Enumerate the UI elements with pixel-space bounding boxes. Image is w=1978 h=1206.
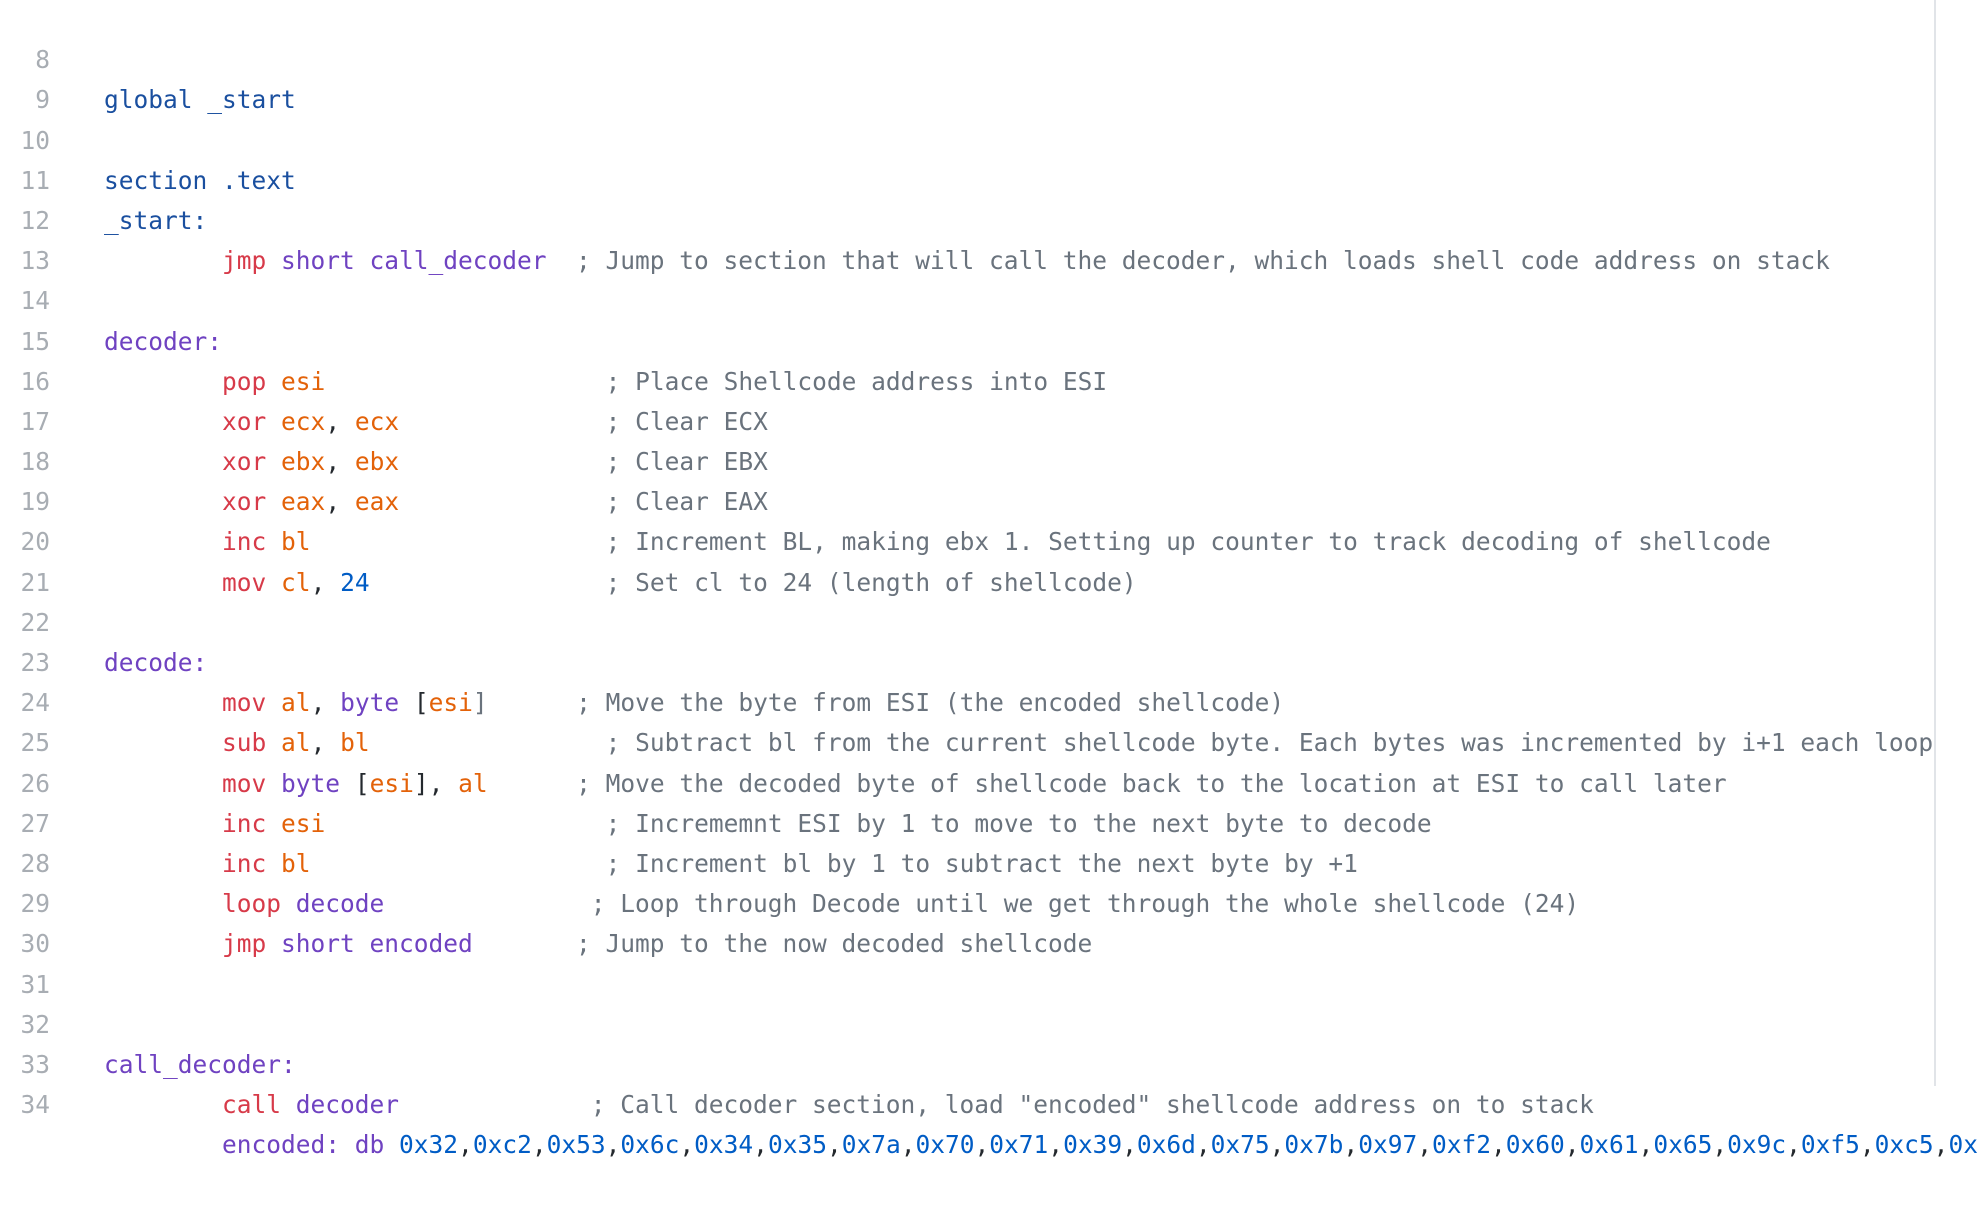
comment-token: ; Increment BL, making ebx 1. Setting up counter to track decoding of shellcode bbox=[310, 527, 1771, 557]
byte-token: 0xc5 bbox=[1874, 1130, 1934, 1160]
comma: , bbox=[1343, 1130, 1359, 1160]
label-token: _start: bbox=[104, 205, 208, 235]
operand-token: short call_decoder bbox=[266, 246, 547, 276]
instruction-token: pop bbox=[222, 366, 267, 396]
indent bbox=[104, 1130, 222, 1159]
comma: , bbox=[826, 1130, 842, 1160]
comment-token: ; Loop through Decode until we get through the whole shellcode (24) bbox=[384, 889, 1580, 919]
label-token: decode: bbox=[104, 648, 208, 678]
separator: , bbox=[310, 688, 341, 718]
line-number[interactable]: 11 bbox=[20, 165, 50, 195]
separator: ], bbox=[413, 768, 459, 798]
register-token: ecx bbox=[354, 406, 400, 436]
comma: , bbox=[1269, 1130, 1285, 1160]
comment-token: ] ; Move the byte from ESI (the encoded shellcode) bbox=[472, 688, 1285, 718]
register-token: al bbox=[281, 688, 311, 718]
register-token: al bbox=[281, 728, 311, 758]
size-token: byte bbox=[281, 768, 341, 798]
comma: , bbox=[679, 1130, 695, 1160]
byte-token: 0x6c bbox=[620, 1130, 680, 1160]
comma: , bbox=[1122, 1130, 1137, 1160]
register-token: eax bbox=[281, 487, 326, 517]
code-line bbox=[0, 924, 1934, 999]
byte-token: 0x35 bbox=[767, 1130, 827, 1160]
byte-token: 0x65 bbox=[1653, 1130, 1713, 1160]
separator: , bbox=[310, 728, 341, 758]
comma: , bbox=[458, 1130, 473, 1160]
register-token: eax bbox=[354, 487, 400, 517]
bracket: [ bbox=[399, 688, 429, 718]
label-token: call_decoder: bbox=[104, 1049, 296, 1079]
comment-token: ; Set cl to 24 (length of shellcode) bbox=[369, 567, 1137, 597]
operand-token: decoder bbox=[281, 1090, 400, 1120]
byte-token: 0x75 bbox=[1210, 1130, 1270, 1160]
comment-token: ; Clear EAX bbox=[399, 487, 768, 517]
register-token: esi bbox=[281, 366, 326, 396]
register-token: ecx bbox=[281, 406, 326, 436]
byte-token: 0x34 bbox=[694, 1130, 754, 1160]
byte-token: 0xf2 bbox=[1431, 1130, 1491, 1160]
comma: , bbox=[531, 1130, 547, 1160]
code-line bbox=[0, 0, 1934, 115]
comment-token: ; Increment bl by 1 to subtract the next byte by +1 bbox=[310, 848, 1358, 878]
register-token: esi bbox=[369, 768, 414, 798]
comma: , bbox=[1712, 1130, 1728, 1160]
instruction-token: mov bbox=[222, 567, 267, 597]
line-number[interactable]: 15 bbox=[20, 326, 50, 356]
number-token: 24 bbox=[340, 567, 370, 597]
line-number[interactable]: 24 bbox=[20, 688, 50, 718]
register-token: ebx bbox=[281, 447, 326, 477]
comment-token: ; Clear ECX bbox=[399, 406, 768, 436]
line-number[interactable]: 21 bbox=[20, 567, 50, 597]
register-token: ebx bbox=[354, 447, 400, 477]
instruction-token: mov bbox=[222, 768, 267, 798]
line-number[interactable]: 13 bbox=[20, 246, 50, 276]
line-number[interactable]: 34 bbox=[20, 1090, 50, 1120]
byte-token: 0x70 bbox=[915, 1130, 975, 1160]
comma: , bbox=[1490, 1130, 1506, 1160]
operand-token: decode bbox=[281, 889, 385, 919]
register-token: bl bbox=[281, 527, 311, 557]
separator: , bbox=[310, 567, 341, 597]
byte-token: 0x7b bbox=[1284, 1130, 1344, 1160]
separator: , bbox=[325, 447, 355, 477]
line-number[interactable]: 25 bbox=[20, 728, 50, 758]
instruction-token: call bbox=[222, 1090, 282, 1120]
comma: , bbox=[753, 1130, 768, 1160]
byte-token: 0x39 bbox=[1063, 1130, 1123, 1160]
line-code bbox=[104, 1085, 1594, 1125]
comma: , bbox=[1048, 1130, 1064, 1160]
line-number[interactable]: 19 bbox=[20, 487, 50, 517]
comment-token: ; Clear EBX bbox=[399, 447, 768, 477]
register-token: al bbox=[458, 768, 488, 798]
line-number[interactable]: 31 bbox=[20, 969, 50, 999]
operand-token: short encoded bbox=[266, 929, 473, 959]
instruction-token: jmp bbox=[222, 929, 267, 959]
bracket: [ bbox=[340, 768, 370, 798]
comment-token: ; Move the decoded byte of shellcode back to the location at ESI to call later bbox=[487, 768, 1727, 798]
line-number[interactable]: 33 bbox=[20, 1049, 50, 1079]
byte-token: 0x53 bbox=[546, 1130, 606, 1160]
line-number[interactable]: 20 bbox=[20, 527, 50, 557]
instruction-token: inc bbox=[222, 808, 267, 838]
comment-token: ; Subtract bl from the current shellcode byte. Each bytes was incremented by i+1 each loop bbox=[369, 728, 1934, 758]
byte-token: 0x bbox=[1948, 1130, 1978, 1160]
byte-token: 0x6d bbox=[1136, 1130, 1196, 1160]
register-token: bl bbox=[281, 848, 311, 878]
instruction-token: xor bbox=[222, 406, 267, 436]
byte-token: 0xf5 bbox=[1800, 1130, 1860, 1160]
comma: , bbox=[605, 1130, 621, 1160]
label-token: encoded: db bbox=[222, 1130, 400, 1160]
comma: , bbox=[1638, 1130, 1654, 1160]
comma: , bbox=[1195, 1130, 1211, 1160]
instruction-token: loop bbox=[222, 889, 282, 919]
line-number[interactable]: 28 bbox=[20, 848, 50, 878]
comment-token: ; Incrememnt ESI by 1 to move to the next byte to decode bbox=[325, 808, 1432, 838]
comment-token: ; Jump to the now decoded shellcode bbox=[472, 929, 1093, 959]
line-number[interactable]: 26 bbox=[20, 768, 50, 798]
register-token: esi bbox=[281, 808, 326, 838]
byte-token: 0x32 bbox=[399, 1130, 459, 1160]
line-number[interactable]: 16 bbox=[20, 366, 50, 396]
comma: , bbox=[1564, 1130, 1580, 1160]
instruction-token: inc bbox=[222, 848, 267, 878]
right-border bbox=[1934, 0, 1936, 1086]
byte-token: 0x60 bbox=[1505, 1130, 1565, 1160]
comma: , bbox=[974, 1130, 990, 1160]
comment-token: ; Place Shellcode address into ESI bbox=[325, 366, 1108, 396]
indent bbox=[104, 1090, 222, 1119]
byte-token: 0xc2 bbox=[472, 1130, 532, 1160]
instruction-token: inc bbox=[222, 527, 267, 557]
byte-token: 0x7a bbox=[841, 1130, 901, 1160]
separator: , bbox=[325, 406, 355, 436]
instruction-token: xor bbox=[222, 447, 267, 477]
instruction-token: jmp bbox=[222, 246, 267, 276]
comma: , bbox=[1859, 1130, 1875, 1160]
register-token: cl bbox=[281, 567, 311, 597]
byte-token: 0x71 bbox=[989, 1130, 1049, 1160]
byte-token: 0x97 bbox=[1358, 1130, 1418, 1160]
byte-token: 0x61 bbox=[1579, 1130, 1639, 1160]
comma: , bbox=[900, 1130, 916, 1160]
register-token: esi bbox=[428, 688, 473, 718]
line-number[interactable]: 30 bbox=[20, 929, 50, 959]
comment-token: ; Call decoder section, load "encoded" shellcode address on to stack bbox=[399, 1090, 1594, 1120]
line-number[interactable]: 22 bbox=[20, 607, 50, 637]
size-token: byte bbox=[340, 688, 400, 718]
line-number[interactable]: 9 bbox=[35, 85, 50, 115]
instruction-token: xor bbox=[222, 487, 267, 517]
line-code bbox=[104, 1125, 1978, 1165]
line-number[interactable]: 8 bbox=[35, 45, 50, 75]
byte-token: 0x9c bbox=[1727, 1130, 1787, 1160]
line-number[interactable]: 12 bbox=[20, 205, 50, 235]
line-number[interactable]: 27 bbox=[20, 808, 50, 838]
line-number[interactable]: 29 bbox=[20, 889, 50, 919]
directive-token: global _start bbox=[104, 85, 296, 115]
line-number[interactable]: 18 bbox=[20, 447, 50, 477]
comma: , bbox=[1417, 1130, 1432, 1160]
instruction-token: sub bbox=[222, 728, 267, 758]
register-token: bl bbox=[340, 728, 370, 758]
label-token: decoder: bbox=[104, 326, 223, 356]
line-number[interactable]: 10 bbox=[20, 125, 50, 155]
separator: , bbox=[325, 487, 355, 517]
line-number[interactable]: 32 bbox=[20, 1009, 50, 1039]
comma: , bbox=[1933, 1130, 1949, 1160]
comment-token: ; Jump to section that will call the decoder, which loads shell code address on stack bbox=[546, 246, 1830, 276]
line-number[interactable]: 14 bbox=[20, 286, 50, 316]
directive-token: section .text bbox=[104, 165, 296, 195]
line-number[interactable]: 23 bbox=[20, 648, 50, 678]
instruction-token: mov bbox=[222, 688, 267, 718]
comma: , bbox=[1786, 1130, 1801, 1160]
line-number[interactable]: 17 bbox=[20, 406, 50, 436]
